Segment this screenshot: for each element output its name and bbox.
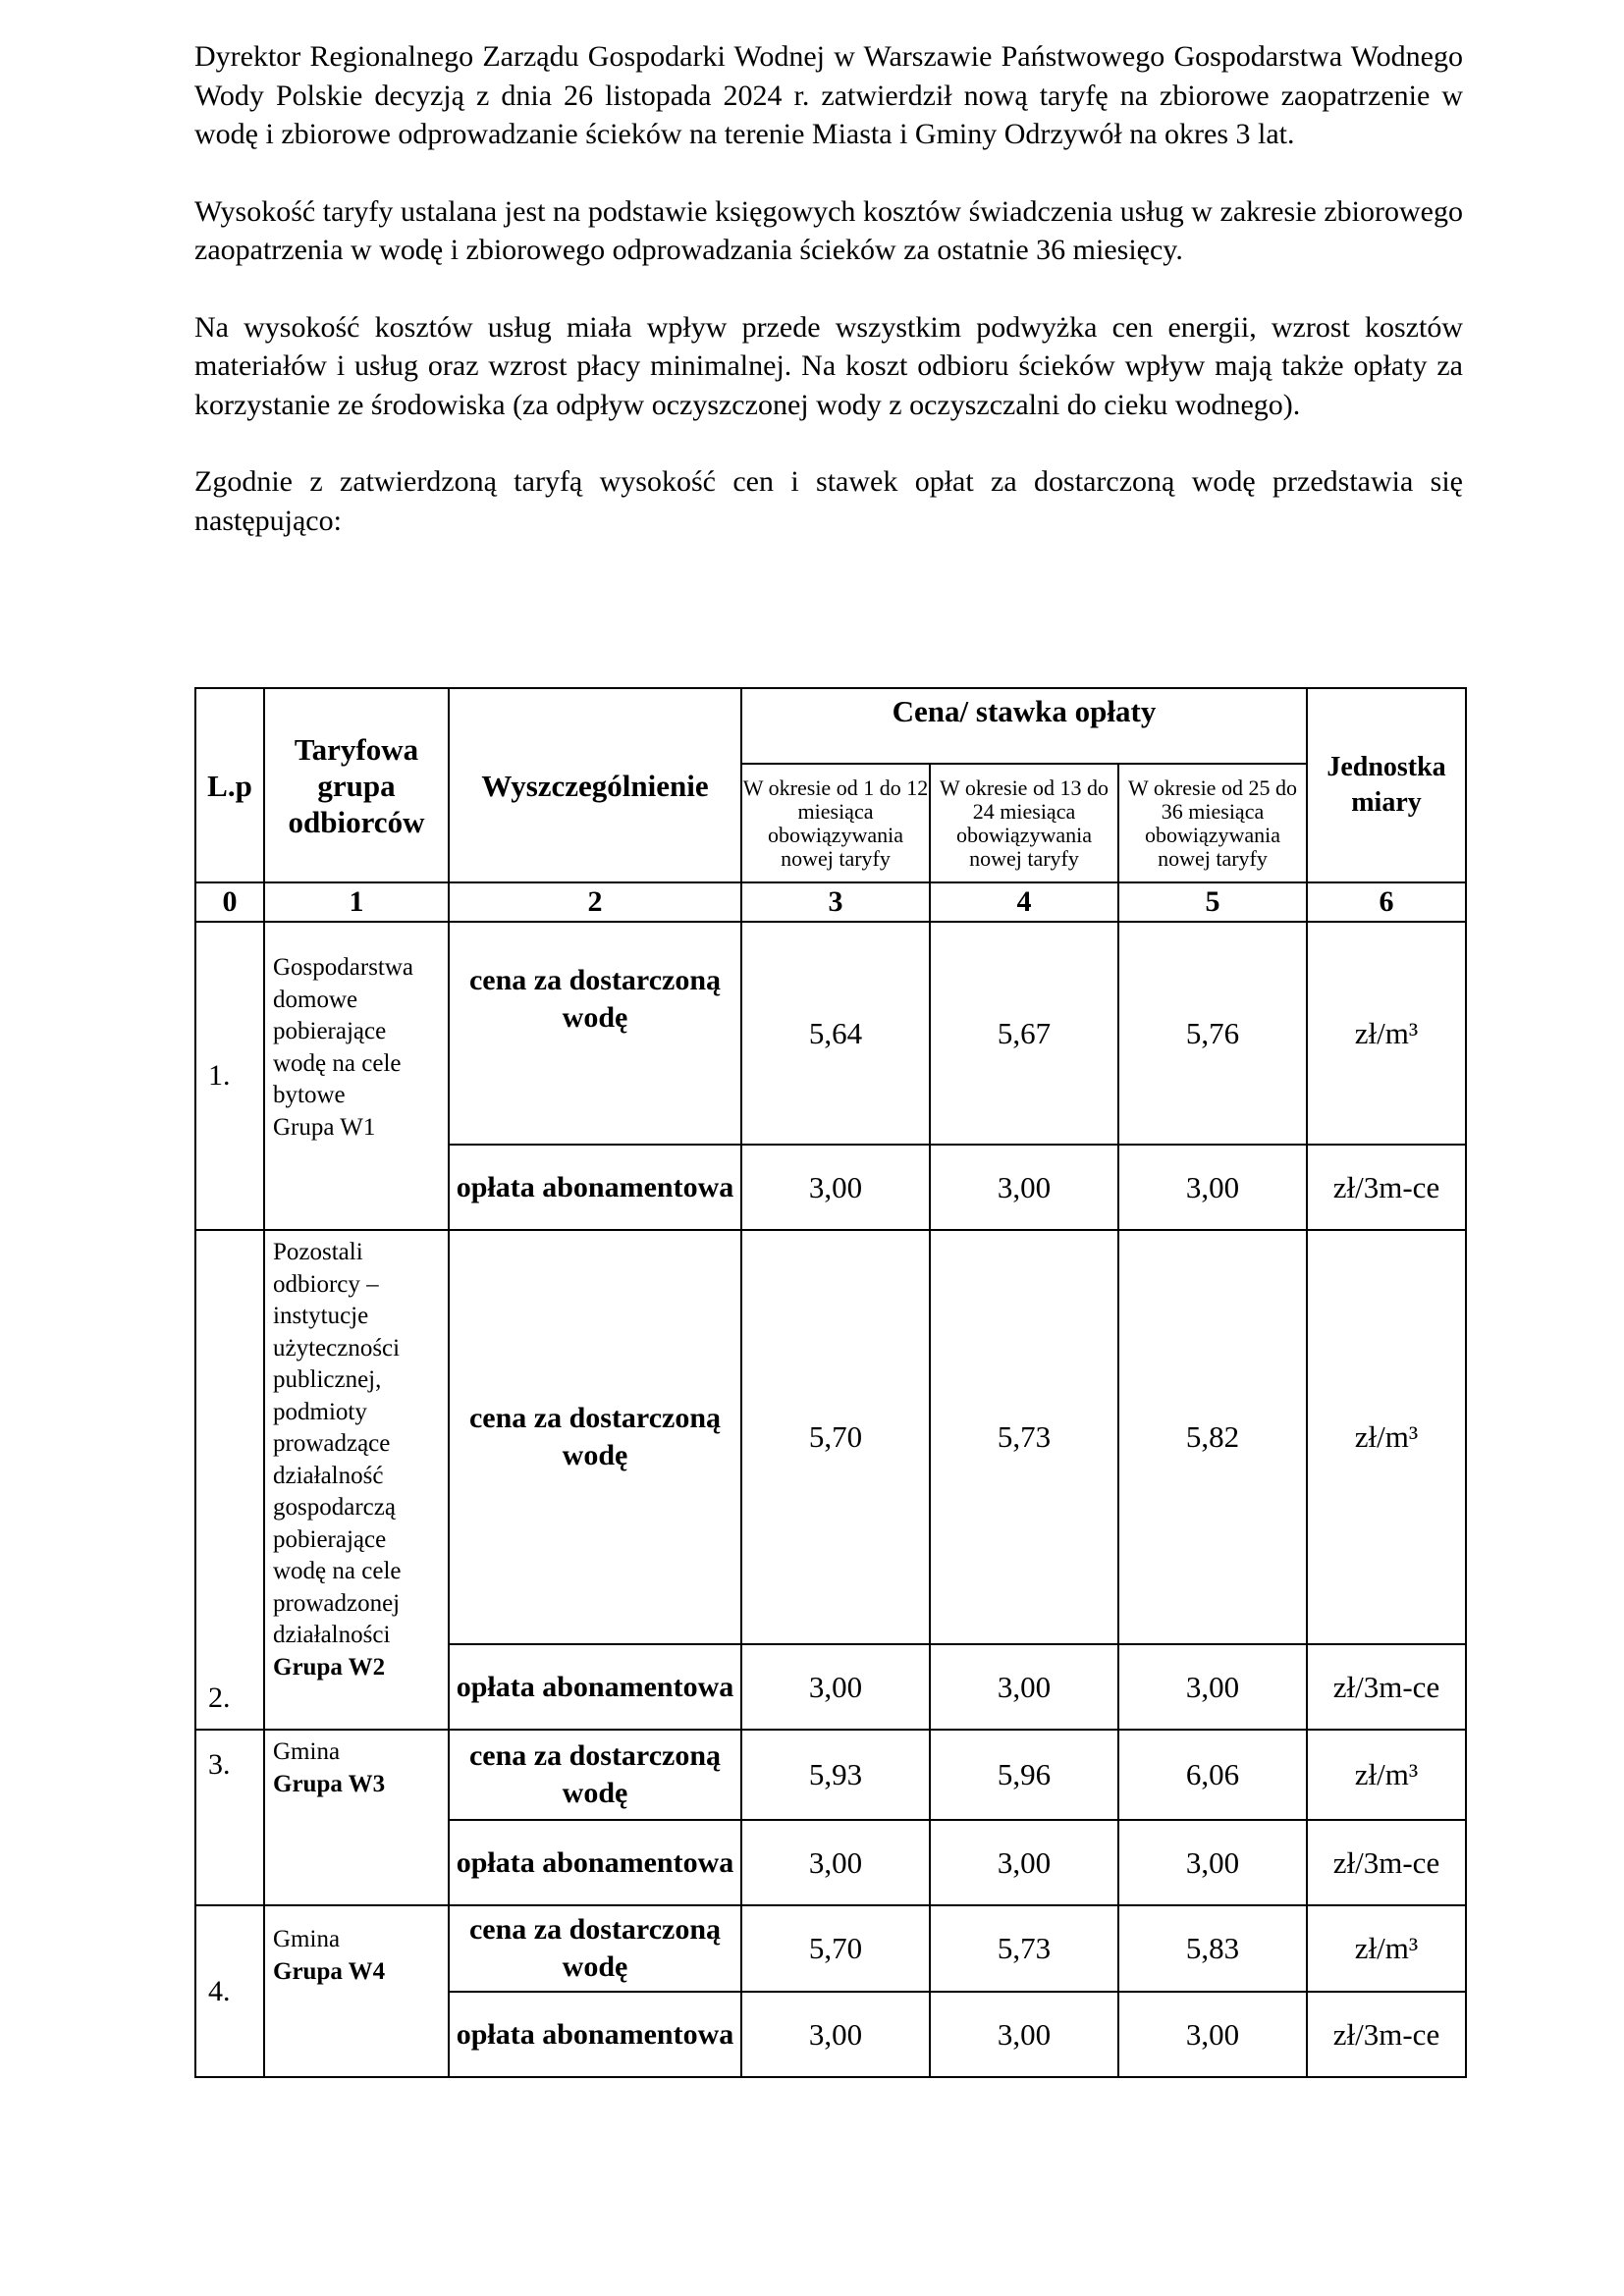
row-value-period-1: 5,70 xyxy=(741,1230,930,1644)
table-row xyxy=(195,1905,1466,1992)
index-cell: 4 xyxy=(930,882,1118,922)
row-value-period-1: 5,64 xyxy=(741,922,930,1145)
row-group xyxy=(264,1230,449,1730)
header-lp: L.p xyxy=(195,688,264,882)
row-value-period-3: 3,00 xyxy=(1118,1644,1307,1730)
row-value-period-1: 3,00 xyxy=(741,1992,930,2077)
row-lp: 1. xyxy=(195,922,264,1230)
group-code: Grupa W4 xyxy=(273,1957,386,1985)
row-description: opłata abonamentowa xyxy=(449,1145,741,1230)
row-group xyxy=(264,1905,449,2077)
row-unit: zł/3m-ce xyxy=(1307,1644,1466,1730)
row-group xyxy=(264,1730,449,1905)
paragraph-decision: Dyrektor Regionalnego Zarządu Gospodarki Wodnej w Warszawie Państwowego Gospodarstwa Wodnego Wody Polskie decyzją z dnia 26 listopada 2024 r. zatwierdził nową taryfę na zbiorowe zaopatrzenie w wodę i zbiorowe odprowadzanie ścieków na terenie Miasta i Gminy Odrzywół na okres 3 lat. xyxy=(194,40,1463,150)
header-period-1: W okresie od 1 do 12 miesiąca obowiązywania nowej taryfy xyxy=(741,764,930,882)
group-name: Gmina xyxy=(273,1738,341,1765)
header-description: Wyszczególnienie xyxy=(449,688,741,882)
paragraph-tariff-basis: Wysokość taryfy ustalana jest na podstawie księgowych kosztów świadczenia usług w zakresie zbiorowego zaopatrzenia w wodę i zbiorowego odprowadzania ścieków za ostatnie 36 miesięcy. xyxy=(194,194,1463,266)
table-row xyxy=(195,1730,1466,1820)
row-lp: 4. xyxy=(195,1905,264,2077)
row-unit: zł/3m-ce xyxy=(1307,1992,1466,2077)
row-value-period-3: 5,83 xyxy=(1118,1905,1307,1992)
row-value-period-3: 6,06 xyxy=(1118,1730,1307,1820)
header-period-3: W okresie od 25 do 36 miesiąca obowiązywania nowej taryfy xyxy=(1118,764,1307,882)
row-description: opłata abonamentowa xyxy=(449,1820,741,1905)
group-name: Gospodarstwa domowe pobierające wodę na cele bytowe xyxy=(273,954,414,1108)
index-row xyxy=(195,882,1466,922)
index-cell: 3 xyxy=(741,882,930,922)
row-value-period-1: 3,00 xyxy=(741,1820,930,1905)
row-lp: 2. xyxy=(195,1230,264,1730)
row-value-period-2: 3,00 xyxy=(930,1145,1118,1230)
index-cell: 1 xyxy=(264,882,449,922)
group-code: Grupa W1 xyxy=(273,1113,376,1141)
row-value-period-2: 3,00 xyxy=(930,1644,1118,1730)
index-cell: 2 xyxy=(449,882,741,922)
group-name: Gmina xyxy=(273,1926,341,1952)
row-description: cena za dostarczoną wodę xyxy=(449,1230,741,1644)
header-row-top xyxy=(195,688,1466,764)
row-value-period-3: 3,00 xyxy=(1118,1992,1307,2077)
row-value-period-3: 3,00 xyxy=(1118,1145,1307,1230)
row-lp: 3. xyxy=(195,1730,264,1905)
group-code: Grupa W3 xyxy=(273,1770,386,1797)
row-unit: zł/m³ xyxy=(1307,1230,1466,1644)
table-row xyxy=(195,922,1466,1145)
row-unit: zł/3m-ce xyxy=(1307,1145,1466,1230)
row-description: cena za dostarczoną wodę xyxy=(449,1905,741,1992)
row-unit: zł/m³ xyxy=(1307,1905,1466,1992)
index-cell: 5 xyxy=(1118,882,1307,922)
tariff-table xyxy=(194,687,1467,2078)
row-value-period-2: 5,73 xyxy=(930,1905,1118,1992)
row-value-period-1: 3,00 xyxy=(741,1644,930,1730)
row-value-period-3: 5,76 xyxy=(1118,922,1307,1145)
row-value-period-1: 5,93 xyxy=(741,1730,930,1820)
row-value-period-3: 3,00 xyxy=(1118,1820,1307,1905)
row-value-period-3: 5,82 xyxy=(1118,1230,1307,1644)
row-value-period-2: 5,67 xyxy=(930,922,1118,1145)
row-description: cena za dostarczoną wodę xyxy=(449,922,741,1145)
document-body xyxy=(194,37,1463,578)
paragraph-intro-table: Zgodnie z zatwierdzoną taryfą wysokość cen i stawek opłat za dostarczoną wodę przedstawia się następująco: xyxy=(194,465,1463,537)
group-name: Pozostali odbiorcy – instytucje użyteczności publicznej, podmioty prowadzące działalność gospodarczą pobierające wodę na cele prowadzonej działalności xyxy=(273,1239,402,1648)
row-value-period-1: 5,70 xyxy=(741,1905,930,1992)
paragraph-cost-factors: Na wysokość kosztów usług miała wpływ przede wszystkim podwyżka cen energii, wzrost kosztów materiałów i usług oraz wzrost płacy minimalnej. Na koszt odbioru ścieków wpływ mają także opłaty za korzystanie ze środowiska (za odpływ oczyszczonej wody z oczyszczalni do cieku wodnego). xyxy=(194,310,1463,421)
row-description: opłata abonamentowa xyxy=(449,1644,741,1730)
row-value-period-2: 5,96 xyxy=(930,1730,1118,1820)
row-unit: zł/3m-ce xyxy=(1307,1820,1466,1905)
index-cell: 6 xyxy=(1307,882,1466,922)
row-value-period-1: 3,00 xyxy=(741,1145,930,1230)
row-unit: zł/m³ xyxy=(1307,922,1466,1145)
row-value-period-2: 5,73 xyxy=(930,1230,1118,1644)
row-value-period-2: 3,00 xyxy=(930,1820,1118,1905)
table-row xyxy=(195,1230,1466,1644)
row-group xyxy=(264,922,449,1230)
index-cell: 0 xyxy=(195,882,264,922)
header-period-2: W okresie od 13 do 24 miesiąca obowiązywania nowej taryfy xyxy=(930,764,1118,882)
header-unit: Jednostka miary xyxy=(1307,688,1466,882)
header-group: Taryfowa grupa odbiorców xyxy=(264,688,449,882)
header-price: Cena/ stawka opłaty xyxy=(741,688,1307,764)
group-code: Grupa W2 xyxy=(273,1653,386,1681)
row-description: opłata abonamentowa xyxy=(449,1992,741,2077)
row-description: cena za dostarczoną wodę xyxy=(449,1730,741,1820)
row-value-period-2: 3,00 xyxy=(930,1992,1118,2077)
row-unit: zł/m³ xyxy=(1307,1730,1466,1820)
